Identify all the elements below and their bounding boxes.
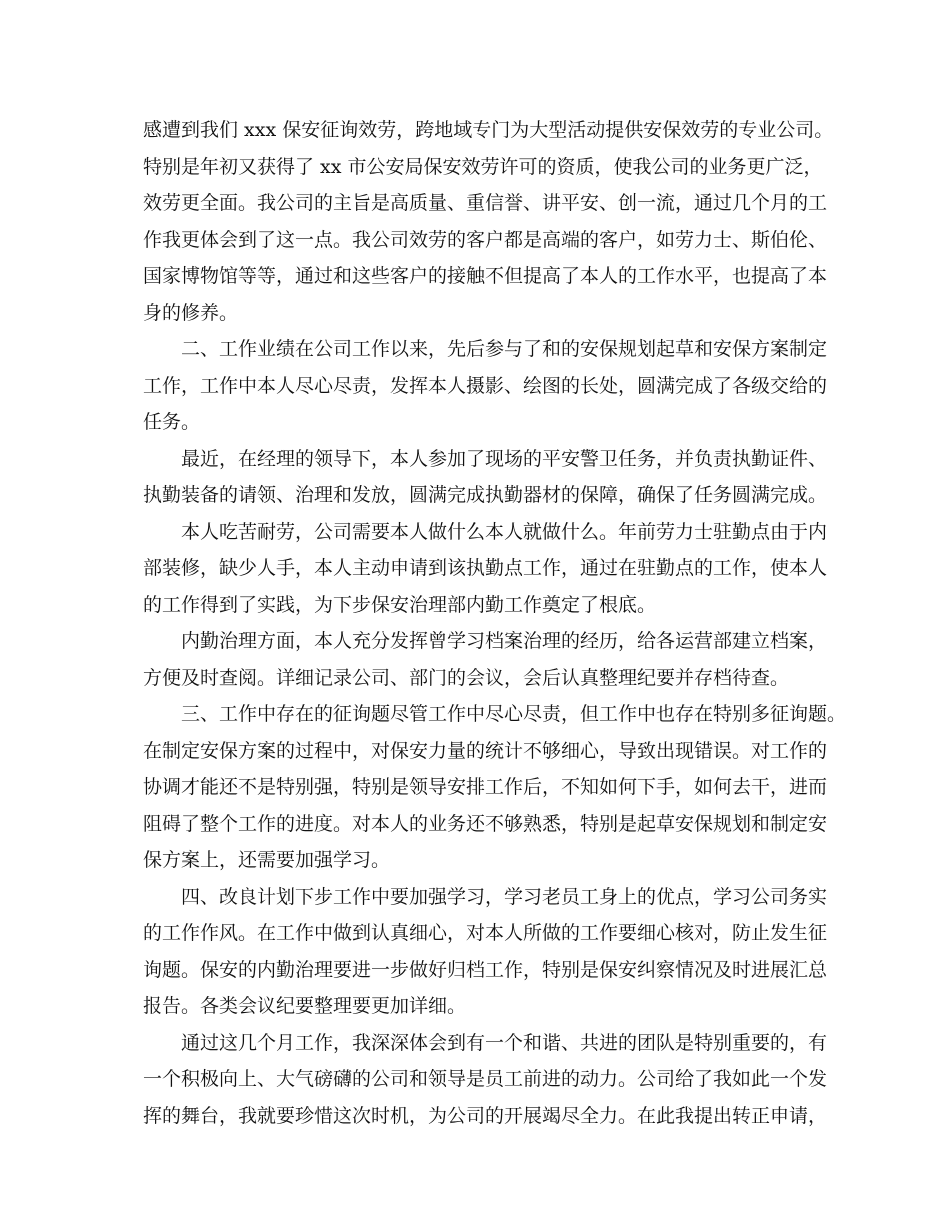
text-line: 任务。 [143,411,201,433]
text-line: 四、改良计划下步工作中要加强学习，学习老员工身上的优点，学习公司务实 [181,885,828,908]
text-line: 身的修养。 [143,301,239,324]
text-line: 阻碍了整个工作的进度。对本人的业务还不够熟悉，特别是起草安保规划和制定安 [143,812,828,835]
text-line: 执勤装备的请领、治理和发放，圆满完成执勤器材的保障，确保了任务圆满完成。 [143,484,828,506]
text-line: 部装修，缺少人手，本人主动申请到该执勤点工作，通过在驻勤点的工作，使本人 [143,557,828,579]
text-line: 感遭到我们 xxx 保安征询效劳，跨地域专门为大型活动提供安保效劳的专业公司。 [143,119,834,141]
text-line: 方便及时查阅。详细记录公司、部门的会议，会后认真整理纪要并存档待查。 [143,666,790,689]
text-line: 效劳更全面。我公司的主旨是高质量、重信誉、讲平安、创一流，通过几个月的工 [143,192,828,214]
text-line: 作我更体会到了这一点。我公司效劳的客户都是高端的客户，如劳力士、斯伯伦、 [143,228,828,251]
text-line: 工作，工作中本人尽心尽责，发挥本人摄影、绘图的长处，圆满完成了各级交给的 [143,374,828,397]
document-body [143,112,847,1134]
text-line: 挥的舞台，我就要珍惜这次时机，为公司的开展竭尽全力。在此我提出转正申请， [143,1104,828,1127]
text-line: 本人吃苦耐劳，公司需要本人做什么本人就做什么。年前劳力士驻勤点由于内 [181,520,828,543]
text-line: 通过这几个月工作，我深深体会到有一个和谐、共进的团队是特别重要的，有 [181,1031,828,1054]
text-line: 报告。各类会议纪要整理要更加详细。 [143,995,467,1017]
text-line: 内勤治理方面，本人充分发挥曾学习档案治理的经历，给各运营部建立档案， [181,630,828,652]
text-line: 保方案上，还需要加强学习。 [143,849,391,871]
text-line: 的工作得到了实践，为下步保安治理部内勤工作奠定了根底。 [143,593,657,616]
text-line: 特别是年初又获得了 xx 市公安局保安效劳许可的资质，使我公司的业务更广泛， [143,155,823,178]
text-line: 协调才能还不是特别强，特别是领导安排工作后，不知如何下手，如何去干，进而 [143,776,828,798]
text-line: 的工作作风。在工作中做到认真细心，对本人所做的工作要细心核对，防止发生征 [143,922,828,944]
text-line: 在制定安保方案的过程中，对保安力量的统计不够细心，导致出现错误。对工作的 [143,739,828,762]
text-line: 国家博物馆等等，通过和这些客户的接触不但提高了本人的工作水平，也提高了本 [143,265,828,287]
text-line: 三、工作中存在的征询题尽管工作中尽心尽责，但工作中也存在特别多征询题。 [181,703,847,725]
text-line: 二、工作业绩在公司工作以来，先后参与了和的安保规划起草和安保方案制定 [181,338,828,360]
text-line: 一个积极向上、大气磅礴的公司和领导是员工前进的动力。公司给了我如此一个发 [143,1068,828,1090]
text-line: 询题。保安的内勤治理要进一步做好归档工作，特别是保安纠察情况及时进展汇总 [143,958,828,981]
text-line: 最近，在经理的领导下，本人参加了现场的平安警卫任务，并负责执勤证件、 [181,447,828,470]
